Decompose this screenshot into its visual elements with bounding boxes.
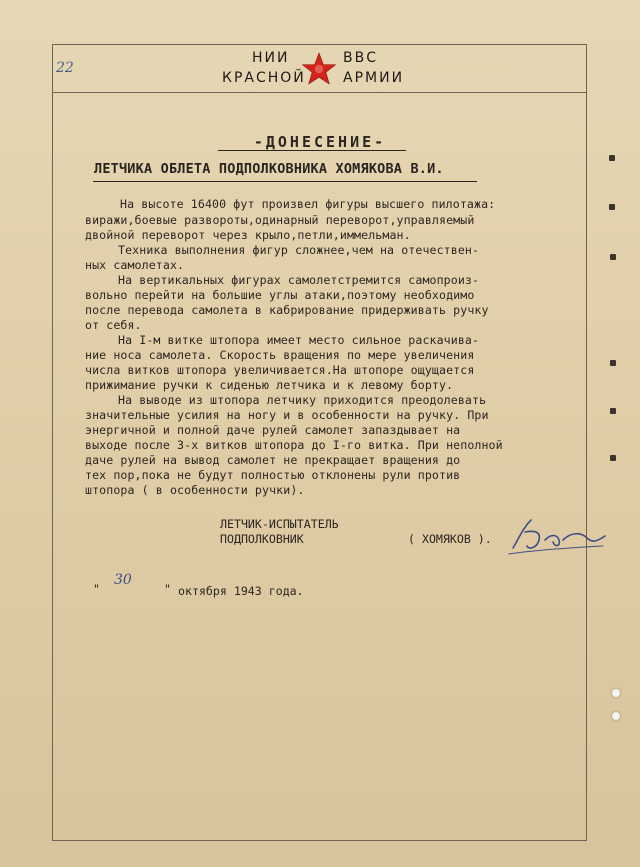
signer-rank: ПОДПОЛКОВНИК [220,532,304,546]
subtitle-underline [93,181,477,182]
body-line: прижимание ручки к сиденью летчика и к левому борту. [85,378,454,392]
margin-mark [610,408,616,414]
body-line: На вертикальных фигурах самолетстремится самопроиз- [118,273,480,287]
date-open-quote: " [93,582,100,596]
date-text: октября 1943 года. [178,584,304,598]
signature-text: Хом [535,558,537,559]
title-underline [218,150,406,151]
margin-mark [610,360,616,366]
document-title: -ДОНЕСЕНИЕ- [253,133,387,151]
body-line: от себя. [85,318,142,332]
red-star-icon [301,52,337,86]
signer-role: ЛЕТЧИК-ИСПЫТАТЕЛЬ [220,517,339,531]
body-line: На высоте 16400 фут произвел фигуры высшего пилотажа: [120,197,496,211]
date-day: 30 [114,572,132,588]
body-line: выходе после 3-х витков штопора до I-го витка. При неполной [85,438,503,452]
margin-mark [609,204,615,210]
archive-number: 22 [56,60,74,76]
header-left-top: НИИ [252,50,290,66]
margin-mark [609,155,615,161]
body-line: вольно перейти на большие углы атаки,поэтому необходимо [85,288,475,302]
body-line: после перевода самолета в кабрирование придерживать ручку [85,303,489,317]
body-line: ние носа самолета. Скорость вращения по мере увеличения [85,348,475,362]
header-left-bottom: КРАСНОЙ [222,70,306,86]
body-line: штопора ( в особенности ручки). [85,483,305,497]
margin-mark [610,254,616,260]
body-line: Техника выполнения фигур сложнее,чем на отечествен- [118,243,480,257]
body-line: энергичной и полной даче рулей самолет запаздывает на [85,423,461,437]
header-right-bottom: АРМИИ [343,70,405,86]
punch-hole [612,689,620,697]
body-line: даче рулей на вывод самолет не прекращает вращения до [85,453,461,467]
body-line: двойной переворот через крыло,петли,иммельман. [85,228,411,242]
body-line: числа витков штопора увеличивается.На штопоре ощущается [85,363,475,377]
header-rule [52,92,587,93]
body-line: виражи,боевые развороты,одинарный переворот,управляемый [85,213,475,227]
document-subtitle: ЛЕТЧИКА ОБЛЕТА ПОДПОЛКОВНИКА ХОМЯКОВА В.И. [94,161,444,177]
punch-hole [612,712,620,720]
body-line: значительные усилия на ногу и в особенности на ручку. При [85,408,489,422]
body-line: ных самолетах. [85,258,185,272]
body-line: На I-м витке штопора имеет место сильное раскачива- [118,333,480,347]
date-close-quote: " [164,582,171,596]
signer-name: ( ХОМЯКОВ ). [408,532,492,546]
margin-mark [610,455,616,461]
header-right-top: ВВС [343,50,378,66]
handwritten-signature [505,510,610,560]
body-line: тех пор,пока не будут полностью отклонены рули против [85,468,461,482]
body-line: На выводе из штопора летчику приходится преодолевать [118,393,487,407]
